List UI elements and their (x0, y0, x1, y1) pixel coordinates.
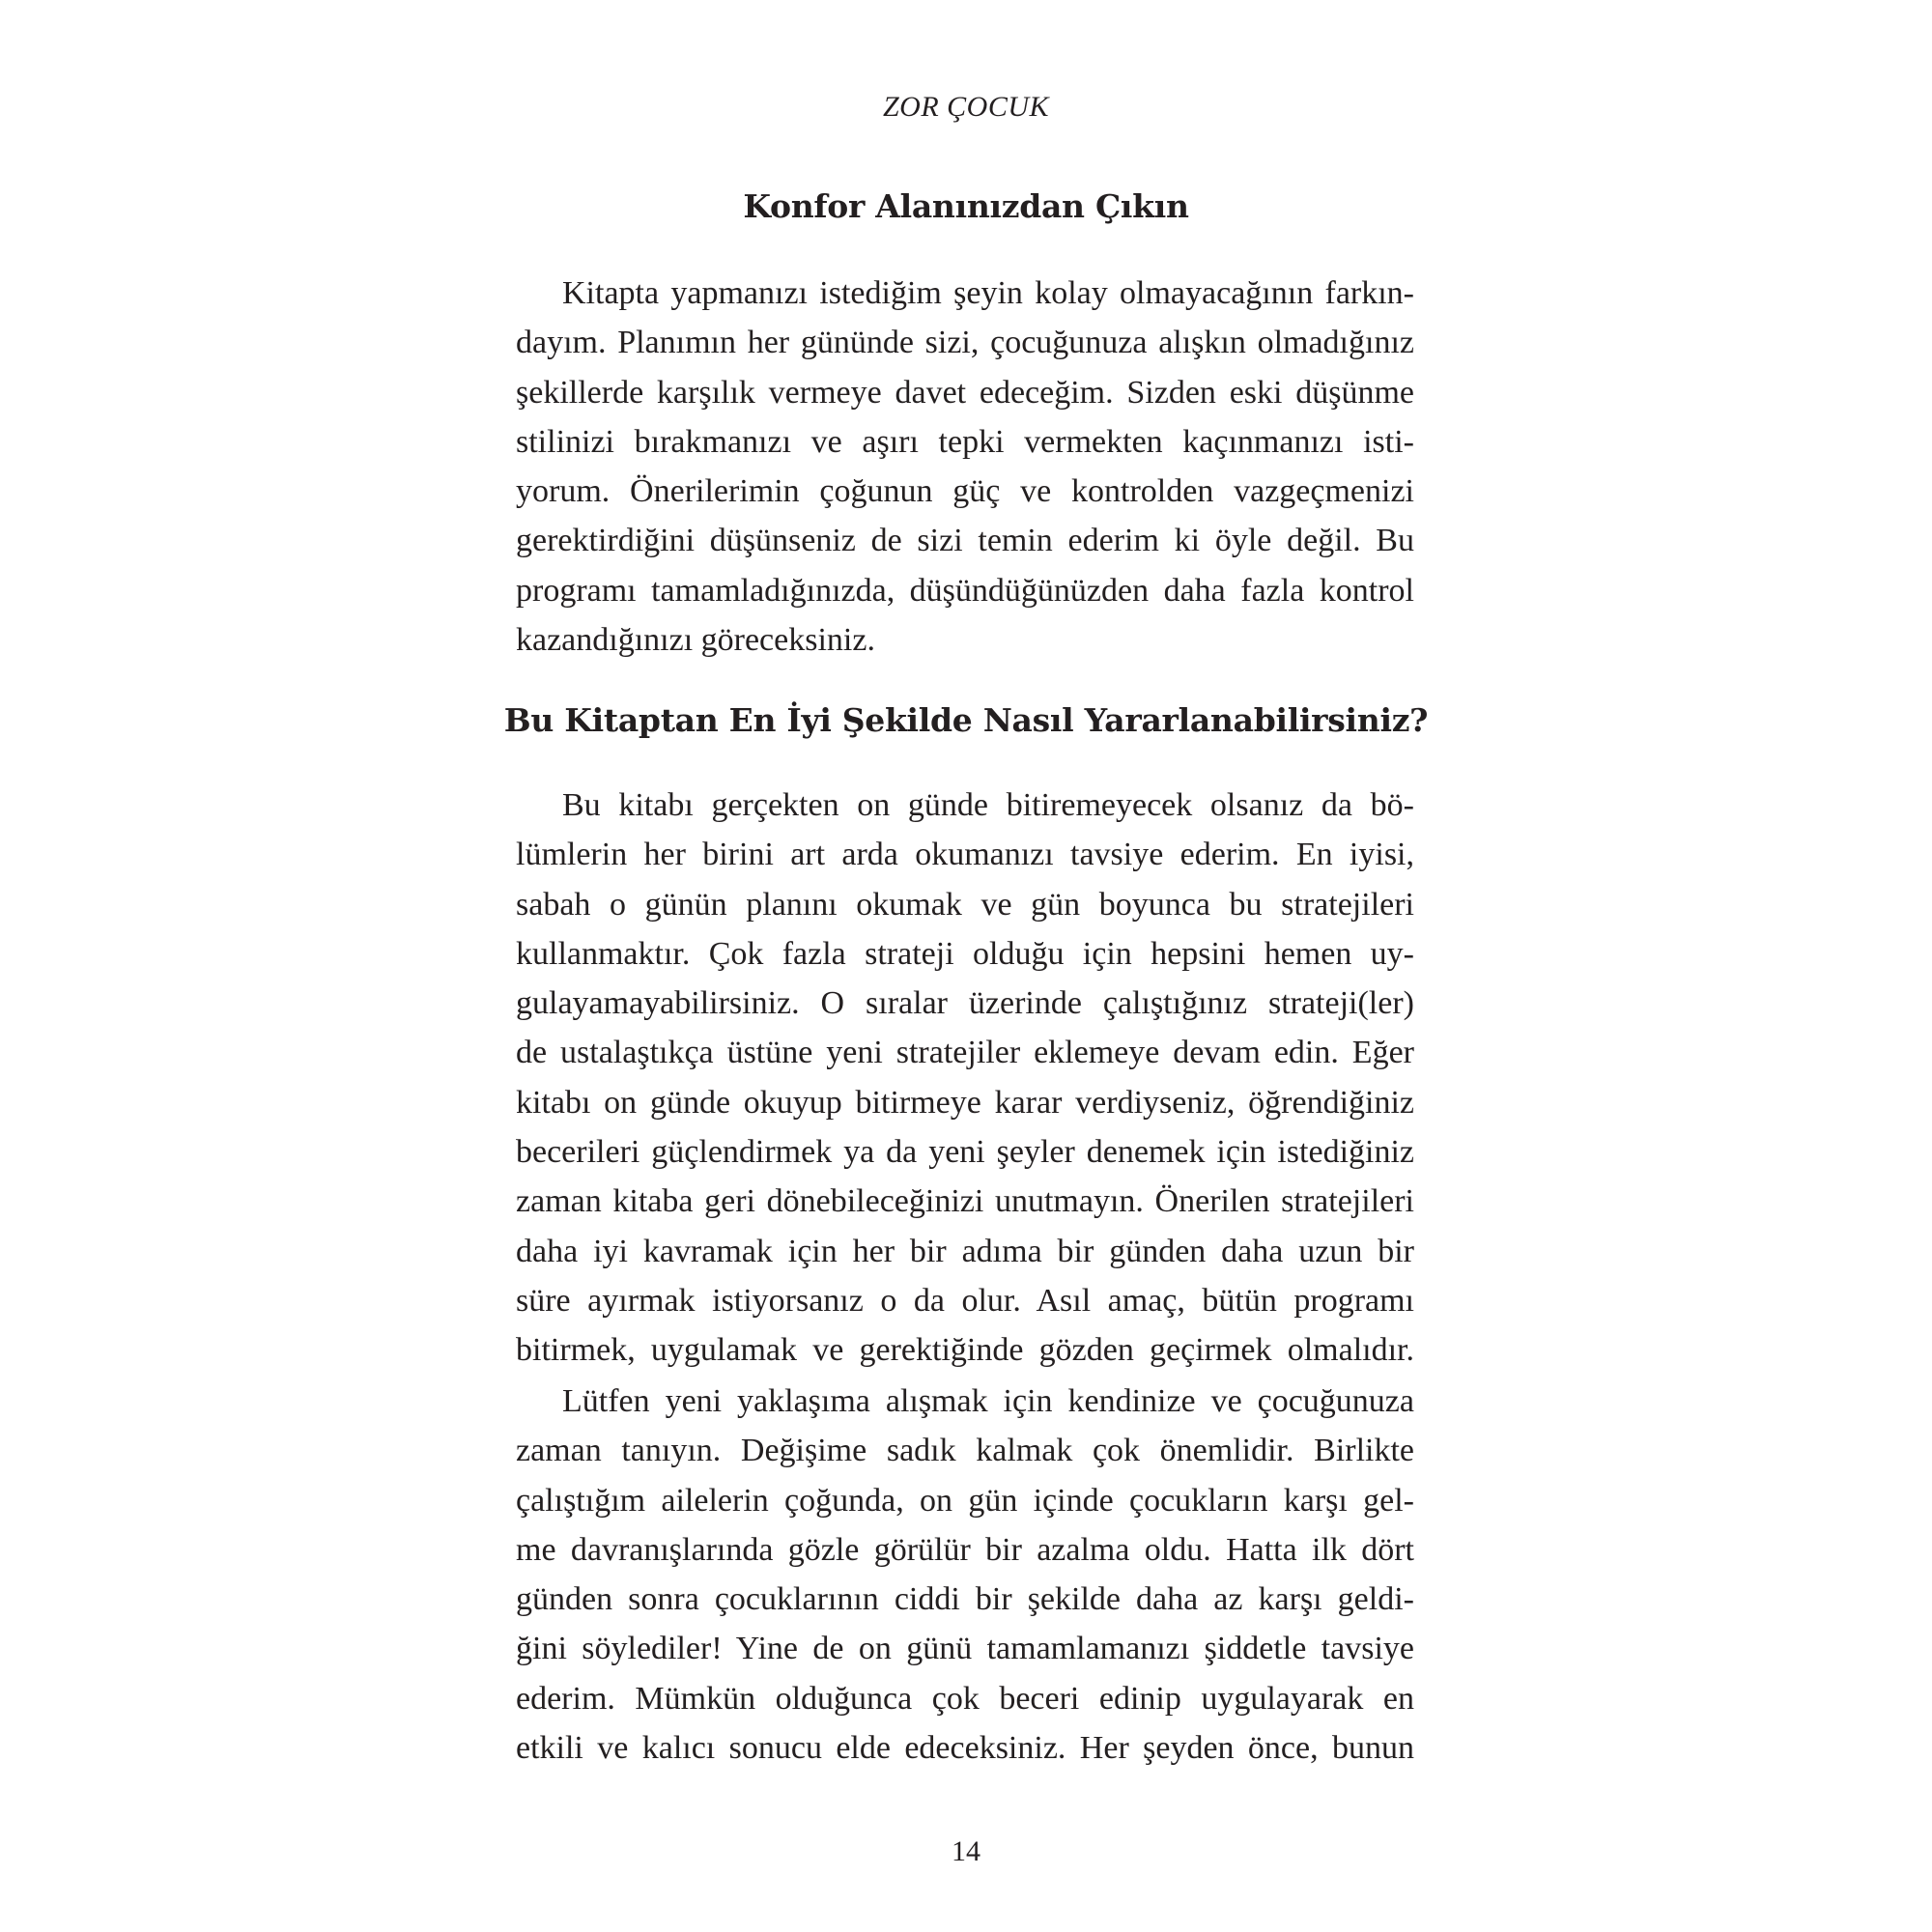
text-line (516, 318, 1414, 367)
text-line (516, 1078, 1414, 1127)
text-line (516, 880, 1414, 929)
text-line-content: etkili ve kalıcı sonucu elde edeceksiniz. Her şeyden önce, bunun (516, 1730, 1414, 1767)
text-line (516, 1028, 1414, 1077)
paragraph (516, 1377, 1414, 1773)
text-line-content: zaman tanıyın. Değişime sadık kalmak çok önemlidir. Birlikte (516, 1433, 1414, 1469)
text-line (516, 929, 1414, 979)
text-line-content: şekillerde karşılık vermeye davet edeceğim. Sizden eski düşünme (516, 374, 1414, 411)
text-line-content: gulayamayabilirsiniz. O sıralar üzerinde çalıştığınız strateji(ler) (516, 985, 1414, 1022)
text-line-content: Bu kitabı gerçekten on günde bitiremeyecek olsanız da bö- (562, 787, 1414, 823)
text-line (516, 1127, 1414, 1177)
text-line-content: bitirmek, uygulamak ve gerektiğinde gözden geçirmek olmalıdır. (516, 1332, 1414, 1369)
running-header: ZOR ÇOCUK (882, 91, 1050, 123)
paragraph (516, 269, 1414, 665)
text-line (516, 1476, 1414, 1525)
text-line (516, 1575, 1414, 1624)
text-line-content: me davranışlarında gözle görülür bir azalma oldu. Hatta ilk dört (516, 1531, 1414, 1568)
text-line-content: Lütfen yeni yaklaşıma alışmak için kendinize ve çocuğunuza (562, 1383, 1414, 1419)
text-line (516, 1426, 1414, 1475)
text-line-content: ğini söylediler! Yine de on günü tamamlamanızı şiddetle tavsiye (516, 1631, 1414, 1667)
text-line-content: Kitapta yapmanızı istediğim şeyin kolay olmayacağının farkın- (562, 275, 1414, 311)
text-line (516, 979, 1414, 1028)
text-line (516, 1276, 1414, 1325)
page-number: 14 (952, 1835, 980, 1867)
text-line-content: kazandığınızı göreceksiniz. (516, 622, 875, 659)
text-line-content: ederim. Mümkün olduğunca çok beceri edinip uygulayarak en (516, 1680, 1414, 1717)
text-line-content: lümlerin her birini art arda okumanızı tavsiye ederim. En iyisi, (516, 837, 1414, 873)
text-line (516, 467, 1414, 516)
text-line-content: zaman kitaba geri dönebileceğinizi unutmayın. Önerilen stratejileri (516, 1183, 1414, 1220)
text-line (516, 1177, 1414, 1226)
text-line (516, 781, 1414, 830)
text-line-content: programı tamamladığınızda, düşündüğünüzden daha fazla kontrol (516, 572, 1414, 609)
text-line-content: yorum. Önerilerimin çoğunun güç ve kontrolden vazgeçmenizi (516, 473, 1414, 510)
text-line-content: süre ayırmak istiyorsanız o da olur. Asıl amaç, bütün programı (516, 1282, 1414, 1319)
text-line (516, 1723, 1414, 1773)
text-line-content: çalıştığım ailelerin çoğunda, on gün içinde çocukların karşı gel- (516, 1482, 1414, 1519)
text-line (516, 368, 1414, 417)
text-line-content: günden sonra çocuklarının ciddi bir şekilde daha az karşı geldi- (516, 1581, 1414, 1618)
text-line-content: kullanmaktır. Çok fazla strateji olduğu için hepsini hemen uy- (516, 935, 1414, 972)
text-line (516, 1325, 1414, 1375)
text-line (516, 417, 1414, 467)
text-line (516, 1624, 1414, 1673)
section-heading-how-to-use-book: Bu Kitaptan En İyi Şekilde Nasıl Yararlanabilirsiniz? (503, 701, 1429, 739)
text-line-content: daha iyi kavramak için her bir adıma bir günden daha uzun bir (516, 1233, 1414, 1269)
text-line (516, 1227, 1414, 1276)
paragraph (516, 781, 1414, 1376)
text-line-content: kitabı on günde okuyup bitirmeye karar verdiyseniz, öğrendiğiniz (516, 1084, 1414, 1121)
text-line (516, 1377, 1414, 1426)
text-line (516, 269, 1414, 318)
text-line-content: de ustalaştıkça üstüne yeni stratejiler eklemeye devam edin. Eğer (516, 1035, 1414, 1071)
text-line (516, 830, 1414, 879)
text-line (516, 566, 1414, 615)
text-line (516, 1674, 1414, 1723)
text-line (516, 516, 1414, 565)
text-line (516, 615, 1414, 665)
text-line-content: dayım. Planımın her gününde sizi, çocuğunuza alışkın olmadığınız (516, 325, 1414, 361)
text-line-content: gerektirdiğini düşünseniz de sizi temin ederim ki öyle değil. Bu (516, 523, 1414, 559)
text-line (516, 1525, 1414, 1575)
text-line-content: stilinizi bırakmanızı ve aşırı tepki vermekten kaçınmanızı isti- (516, 423, 1414, 460)
text-line-content: becerileri güçlendirmek ya da yeni şeyler denemek için istediğiniz (516, 1134, 1414, 1171)
text-line-content: sabah o günün planını okumak ve gün boyunca bu stratejileri (516, 886, 1414, 923)
section-heading-comfort-zone: Konfor Alanınızdan Çıkın (743, 187, 1189, 225)
